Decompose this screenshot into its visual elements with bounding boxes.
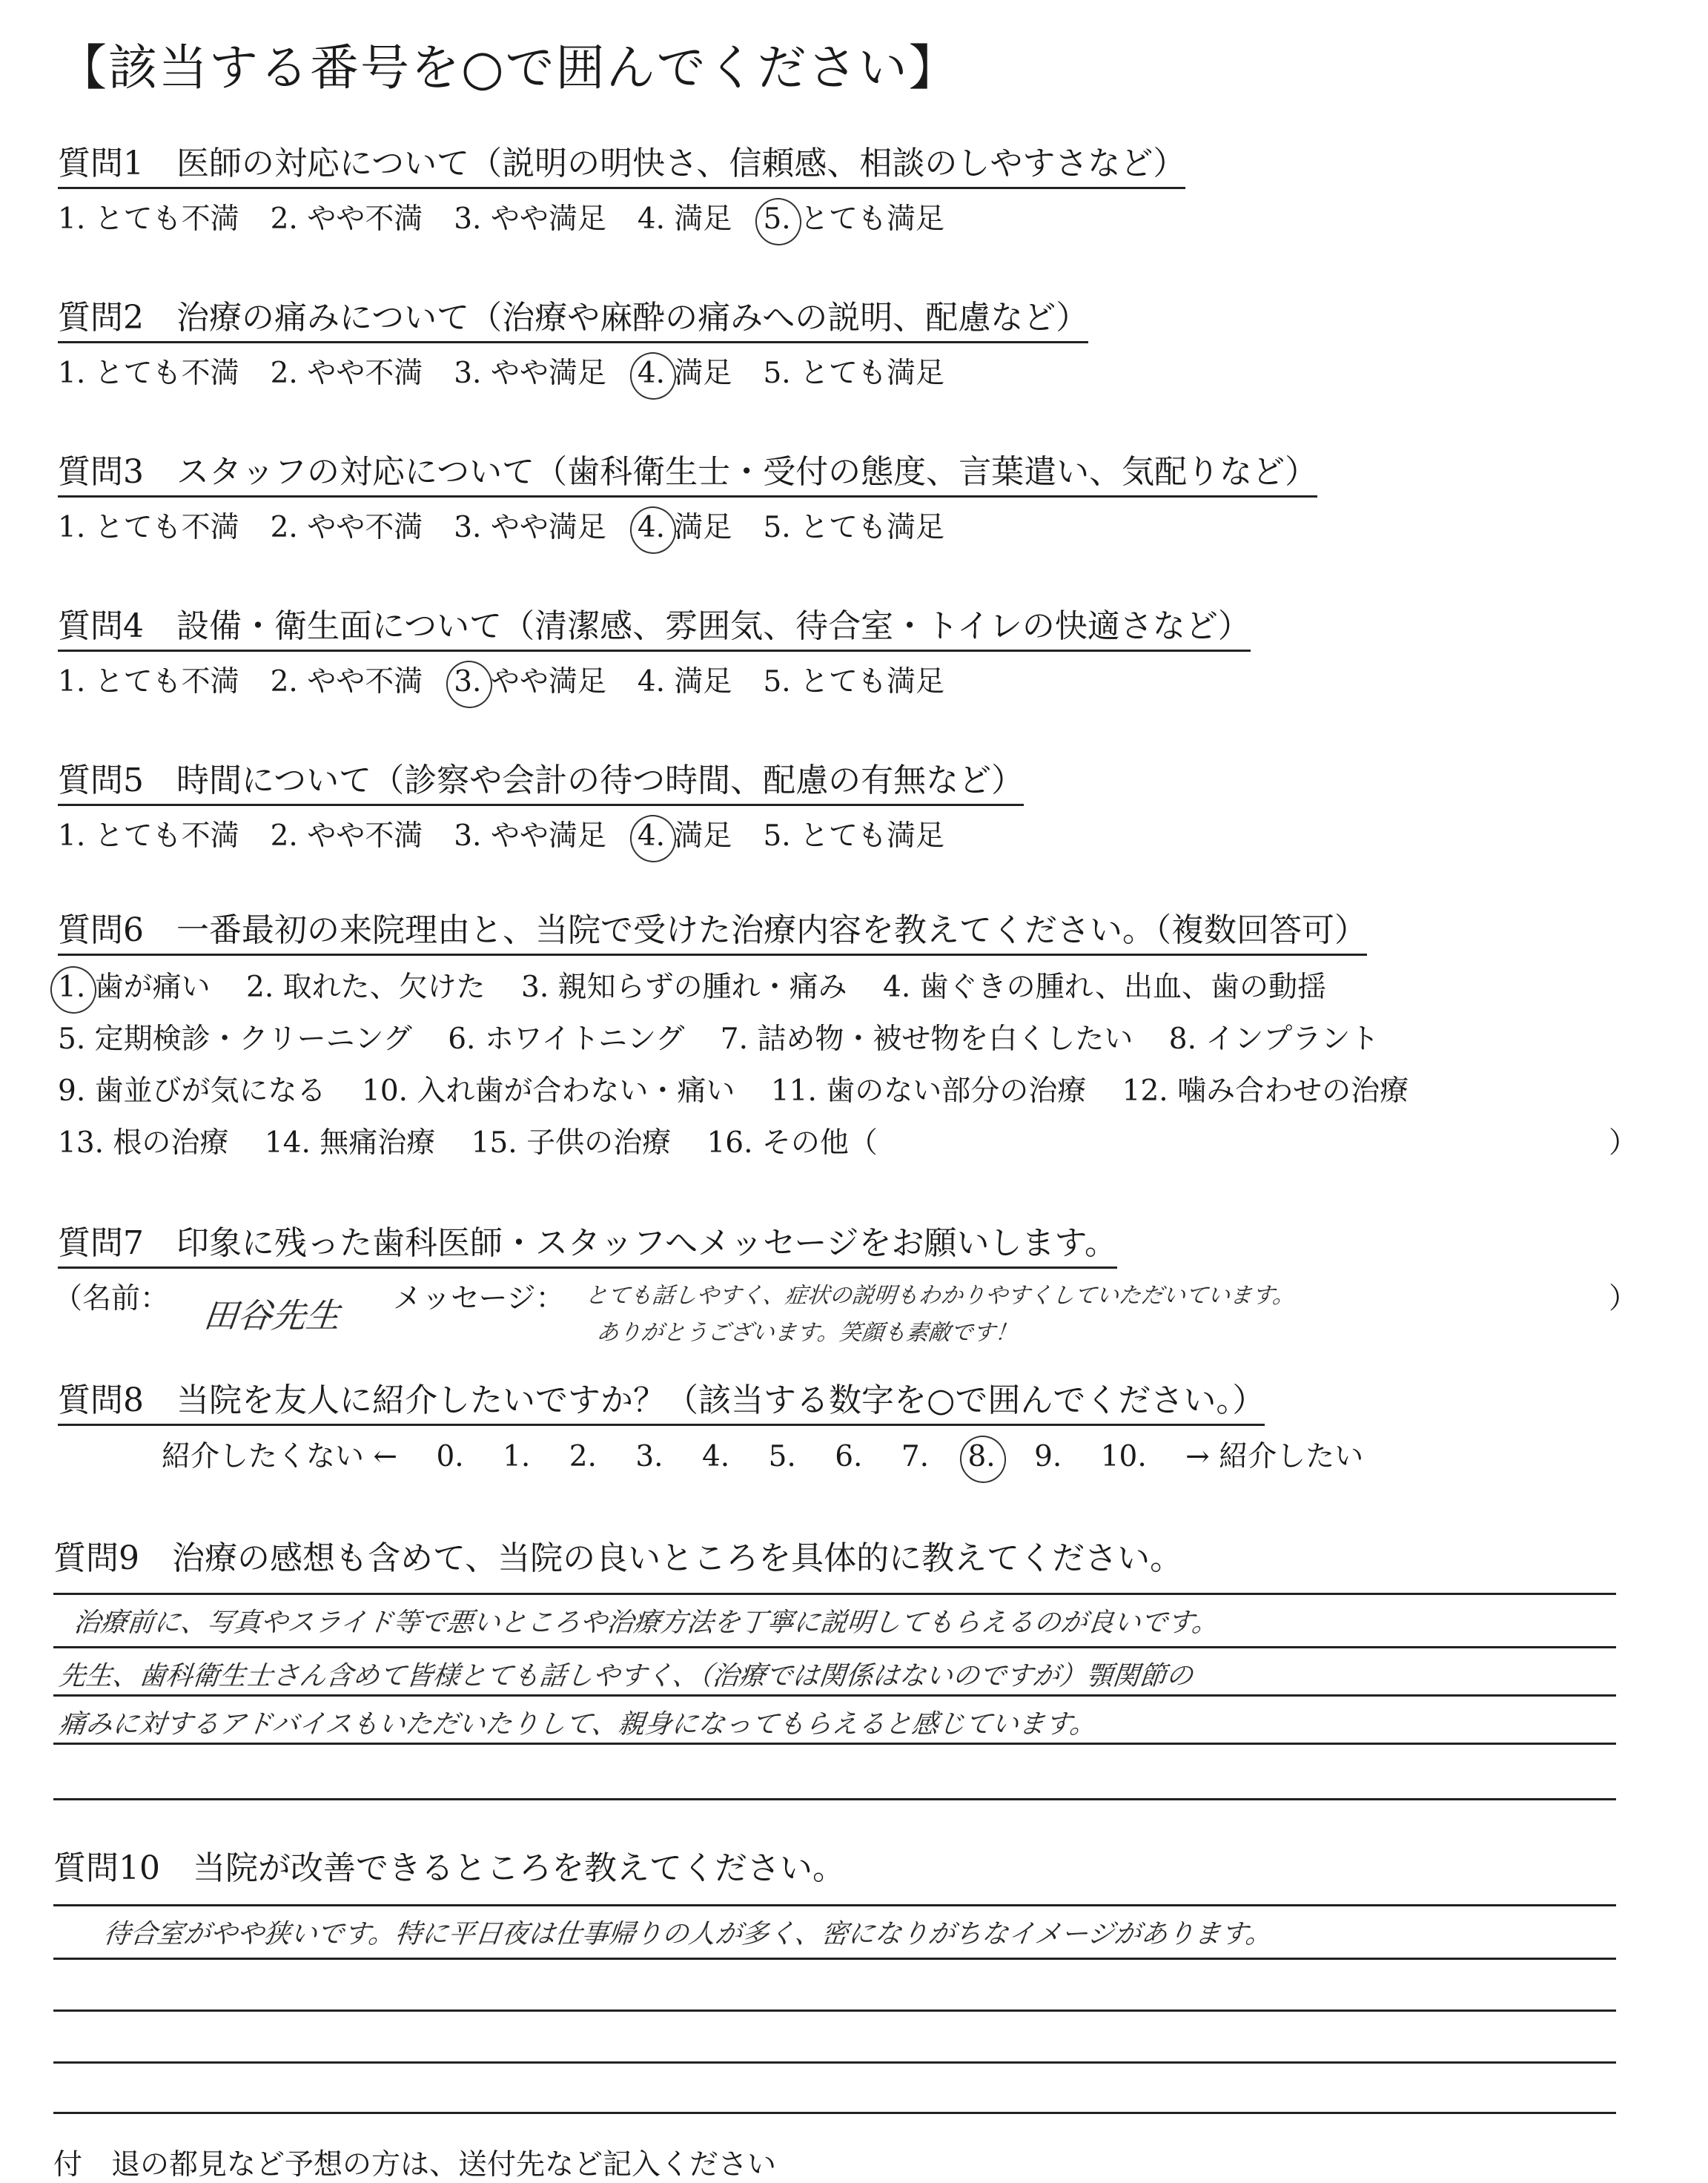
- q8-option-7[interactable]: 7.: [901, 1440, 930, 1473]
- q5-option-3[interactable]: 3. やや満足: [454, 819, 606, 853]
- q8-left-label: 紹介したくない ←: [162, 1440, 398, 1473]
- q6-option-15[interactable]: 15. 子供の治療: [471, 1126, 672, 1160]
- q3-option-1[interactable]: 1. とても不満: [58, 511, 239, 544]
- q10-rule-3: [53, 2009, 1616, 2012]
- q7-name-label: （名前：: [53, 1282, 170, 1315]
- q5-option-2[interactable]: 2. やや不満: [270, 819, 423, 853]
- q7-question: [58, 1216, 1117, 1269]
- q6-option-16[interactable]: 16. その他（: [706, 1126, 878, 1160]
- q8-option-3[interactable]: 3.: [635, 1440, 663, 1473]
- q1-option-5[interactable]: 5. とても満足: [763, 202, 945, 236]
- q6-row-2: [58, 1016, 1406, 1057]
- q5-option-5[interactable]: 5. とても満足: [763, 819, 945, 853]
- q6-option-11[interactable]: 11. 歯のない部分の治療: [770, 1074, 1087, 1108]
- q9-rule-4: [53, 1743, 1616, 1745]
- page-title: 【該当する番号を○で囲んでください】: [58, 39, 959, 96]
- q6-option-5[interactable]: 5. 定期検診・クリーニング: [58, 1023, 412, 1056]
- q6-row-4: [58, 1120, 904, 1161]
- q8-option-2[interactable]: 2.: [569, 1440, 597, 1473]
- q2-options: [58, 350, 976, 392]
- q7-close-paren: ）: [1609, 1282, 1638, 1315]
- q1-option-4[interactable]: 4. 満足: [637, 202, 732, 236]
- q6-option-3[interactable]: 3. 親知らずの腫れ・痛み: [521, 971, 847, 1004]
- footer-note: 付 退の都見など予想の方は、送付先など記入ください: [53, 2148, 777, 2182]
- q3-option-5[interactable]: 5. とても満足: [763, 511, 945, 544]
- q8-question: [58, 1373, 1265, 1426]
- q8-scale: [162, 1433, 1393, 1475]
- q2-label: 質問2 治療の痛みについて（治療や麻酔の痛みへの説明、配慮など）: [58, 291, 1088, 343]
- q2-option-5[interactable]: 5. とても満足: [763, 357, 945, 390]
- q6-option-12[interactable]: 12. 噛み合わせの治療: [1122, 1074, 1409, 1108]
- q8-label: 質問8 当院を友人に紹介したいですか？（該当する数字を○で囲んでください。）: [58, 1373, 1265, 1426]
- q6-option-8[interactable]: 8. インプラント: [1168, 1023, 1380, 1056]
- q5-option-1[interactable]: 1. とても不満: [58, 819, 239, 853]
- q10-rule-2: [53, 1958, 1616, 1960]
- q6-row-3: [58, 1068, 1435, 1109]
- q10-label: 質問10 当院が改善できるところを教えてください。: [53, 1849, 845, 1887]
- q6-option-14[interactable]: 14. 無痛治療: [264, 1126, 436, 1160]
- q5-label: 質問5 時間について（診察や会計の待つ時間、配慮の有無など）: [58, 753, 1024, 806]
- q6-option-4[interactable]: 4. 歯ぐきの腫れ、出血、歯の動揺: [883, 971, 1326, 1004]
- q3-options: [58, 504, 976, 546]
- q9-rule-1: [53, 1593, 1616, 1595]
- q3-question: [58, 445, 1317, 498]
- q2-option-2[interactable]: 2. やや不満: [270, 357, 423, 390]
- q6-row-1: [58, 964, 1353, 1005]
- q6-option-6[interactable]: 6. ホワイトニング: [448, 1023, 685, 1056]
- q8-option-8[interactable]: 8.: [967, 1440, 996, 1473]
- q4-label: 質問4 設備・衛生面について（清潔感、雰囲気、待合室・トイレの快適さなど）: [58, 599, 1251, 652]
- q3-label: 質問3 スタッフの対応について（歯科衛生士・受付の態度、言葉遣い、気配りなど）: [58, 445, 1317, 498]
- q4-option-5[interactable]: 5. とても満足: [763, 665, 945, 699]
- q10-rule-4: [53, 2061, 1616, 2064]
- q4-options: [58, 658, 976, 700]
- q9-rule-3: [53, 1694, 1616, 1697]
- q7-message-line-2[interactable]: ありがとうございます。笑顔も素敵です！: [595, 1320, 1019, 1346]
- q2-option-4[interactable]: 4. 満足: [637, 357, 732, 390]
- q8-option-9[interactable]: 9.: [1034, 1440, 1062, 1473]
- q4-option-1[interactable]: 1. とても不満: [58, 665, 239, 699]
- q5-option-4[interactable]: 4. 満足: [637, 819, 732, 853]
- q9-answer-line-2[interactable]: 先生、歯科衛生士さん含めて皆様とても話しやすく、（治療では関係はないのですが）顎関節の: [57, 1661, 1195, 1691]
- q6-close-paren: ）: [1609, 1126, 1638, 1160]
- q8-option-1[interactable]: 1.: [503, 1440, 531, 1473]
- q1-option-2[interactable]: 2. やや不満: [270, 202, 423, 236]
- q7-label: 質問7 印象に残った歯科医師・スタッフへメッセージをお願いします。: [58, 1216, 1117, 1269]
- q5-question: [58, 753, 1024, 806]
- q6-option-9[interactable]: 9. 歯並びが気になる: [58, 1074, 326, 1108]
- q1-option-1[interactable]: 1. とても不満: [58, 202, 239, 236]
- q9-label: 質問9 治療の感想も含めて、当院の良いところを具体的に教えてください。: [53, 1539, 1183, 1577]
- q3-option-2[interactable]: 2. やや不満: [270, 511, 423, 544]
- q4-option-2[interactable]: 2. やや不満: [270, 665, 423, 699]
- q7-name-value[interactable]: 田谷先生: [201, 1295, 342, 1335]
- q6-option-1[interactable]: 1. 歯が痛い: [58, 971, 211, 1004]
- q1-label: 質問1 医師の対応について（説明の明快さ、信頼感、相談のしやすさなど）: [58, 136, 1185, 189]
- q3-option-4[interactable]: 4. 満足: [637, 511, 732, 544]
- q6-option-2[interactable]: 2. 取れた、欠けた: [246, 971, 486, 1004]
- q8-option-0[interactable]: 0.: [436, 1440, 464, 1473]
- q4-option-4[interactable]: 4. 満足: [637, 665, 732, 699]
- q6-question: [58, 903, 1367, 956]
- q4-question: [58, 599, 1251, 652]
- q4-option-3[interactable]: 3. やや満足: [454, 665, 606, 699]
- q6-option-13[interactable]: 13. 根の治療: [58, 1126, 229, 1160]
- q9-rule-5: [53, 1798, 1616, 1800]
- q8-option-6[interactable]: 6.: [835, 1440, 863, 1473]
- q1-options: [58, 196, 976, 237]
- q1-option-3[interactable]: 3. やや満足: [454, 202, 606, 236]
- q8-right-label: → 紹介したい: [1185, 1440, 1364, 1473]
- q3-option-3[interactable]: 3. やや満足: [454, 511, 606, 544]
- q8-option-5[interactable]: 5.: [768, 1440, 796, 1473]
- q6-label: 質問6 一番最初の来院理由と、当院で受けた治療内容を教えてください。（複数回答可）: [58, 903, 1367, 956]
- q10-rule-1: [53, 1904, 1616, 1906]
- q6-option-7[interactable]: 7. 詰め物・被せ物を白くしたい: [720, 1023, 1133, 1056]
- q6-option-10[interactable]: 10. 入れ歯が合わない・痛い: [362, 1074, 735, 1108]
- q2-option-3[interactable]: 3. やや満足: [454, 357, 606, 390]
- q2-option-1[interactable]: 1. とても不満: [58, 357, 239, 390]
- q10-answer-line-1[interactable]: 待合室がやや狭いです。特に平日夜は仕事帰りの人が多く、密になりがちなイメージがあります。: [102, 1919, 1274, 1949]
- q7-message-label: メッセージ：: [393, 1282, 565, 1315]
- q1-question: [58, 136, 1185, 189]
- q2-question: [58, 291, 1088, 343]
- q9-rule-2: [53, 1646, 1616, 1648]
- q5-options: [58, 813, 976, 854]
- q8-option-4[interactable]: 4.: [701, 1440, 730, 1473]
- q8-option-10[interactable]: 10.: [1100, 1440, 1147, 1473]
- q9-answer-line-1[interactable]: 治療前に、写真やスライド等で悪いところや治療方法を丁寧に説明してもらえるのが良いです。: [72, 1608, 1220, 1638]
- q10-rule-5: [53, 2112, 1616, 2114]
- q9-answer-line-3[interactable]: 痛みに対するアドバイスもいただいたりして、親身になってもらえると感じています。: [57, 1709, 1099, 1740]
- q7-message-line-1[interactable]: とても話しやすく、症状の説明もわかりやすくしていただいています。: [583, 1283, 1297, 1309]
